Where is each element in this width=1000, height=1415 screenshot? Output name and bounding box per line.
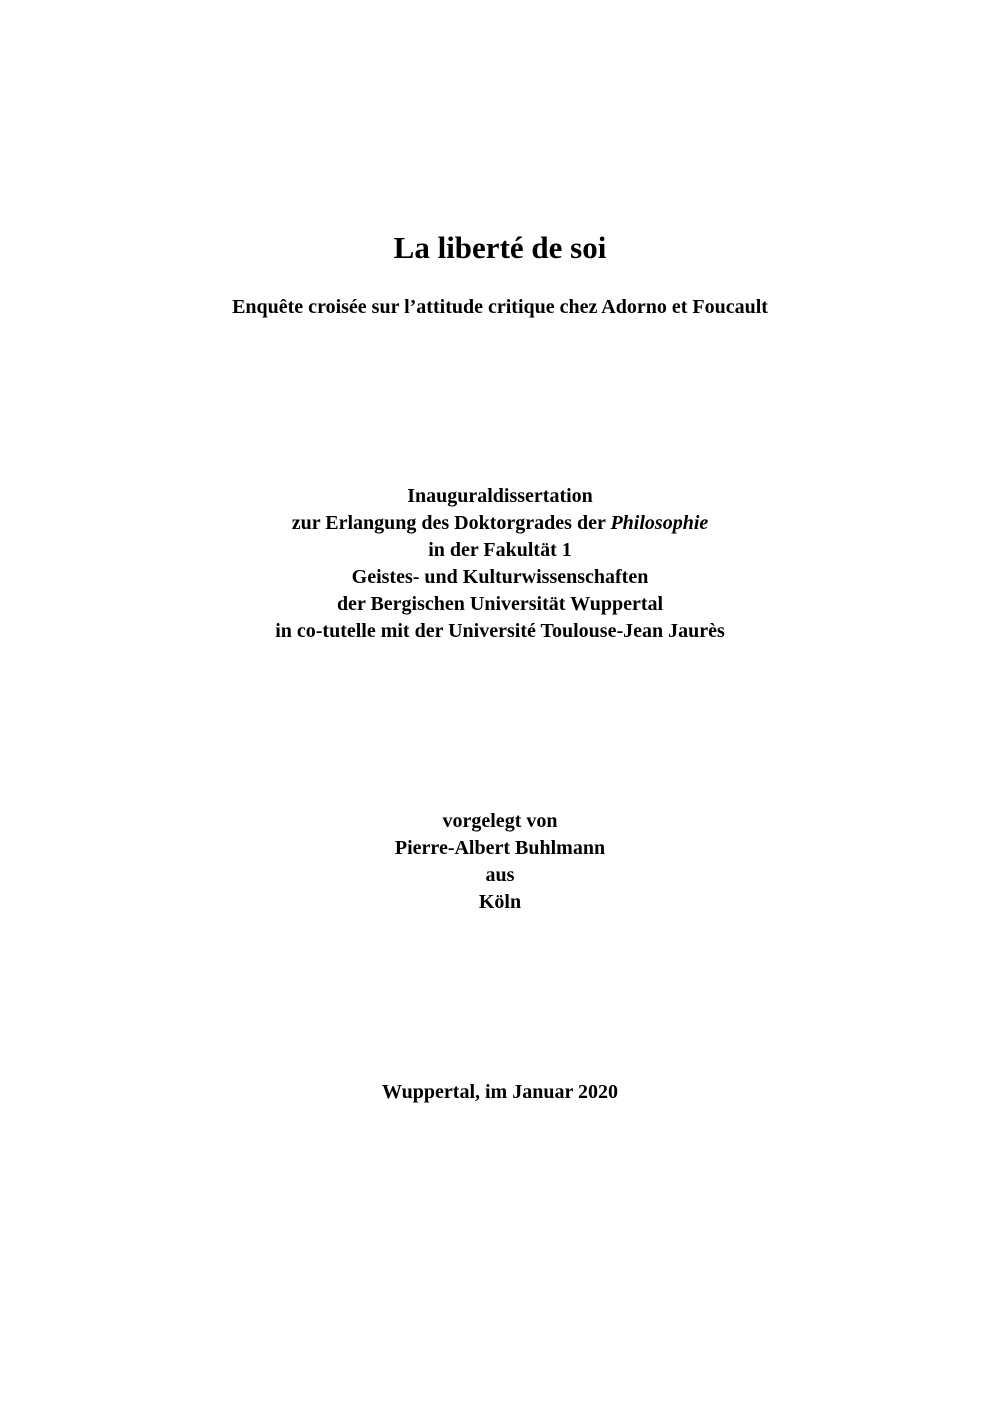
dissertation-statement — [0, 483, 1000, 645]
presented-by-label: vorgelegt von — [442, 810, 558, 832]
degree-line-text: zur Erlangung des Doktorgrades der — [291, 512, 611, 534]
degree-line — [0, 510, 1000, 537]
author-hometown: Köln — [478, 891, 522, 913]
place-date: Wuppertal, im Januar 2020 — [382, 1081, 618, 1103]
document-title: La liberté de soi — [393, 230, 607, 265]
university-line: der Bergischen Universität Wuppertal — [336, 593, 664, 615]
dissertation-type: Inauguraldissertation — [407, 485, 593, 507]
author-block — [0, 808, 1000, 916]
faculty-name: Geistes- und Kulturwissenschaften — [351, 566, 649, 588]
document-subtitle: Enquête croisée sur l’attitude critique chez Adorno et Foucault — [232, 296, 768, 318]
cotutelle-line: in co-tutelle mit der Université Toulouse-Jean Jaurès — [275, 620, 725, 642]
author-name: Pierre-Albert Buhlmann — [394, 837, 606, 859]
from-label: aus — [485, 864, 515, 886]
faculty-line: in der Fakultät 1 — [428, 539, 572, 561]
degree-field: Philosophie — [610, 512, 709, 534]
